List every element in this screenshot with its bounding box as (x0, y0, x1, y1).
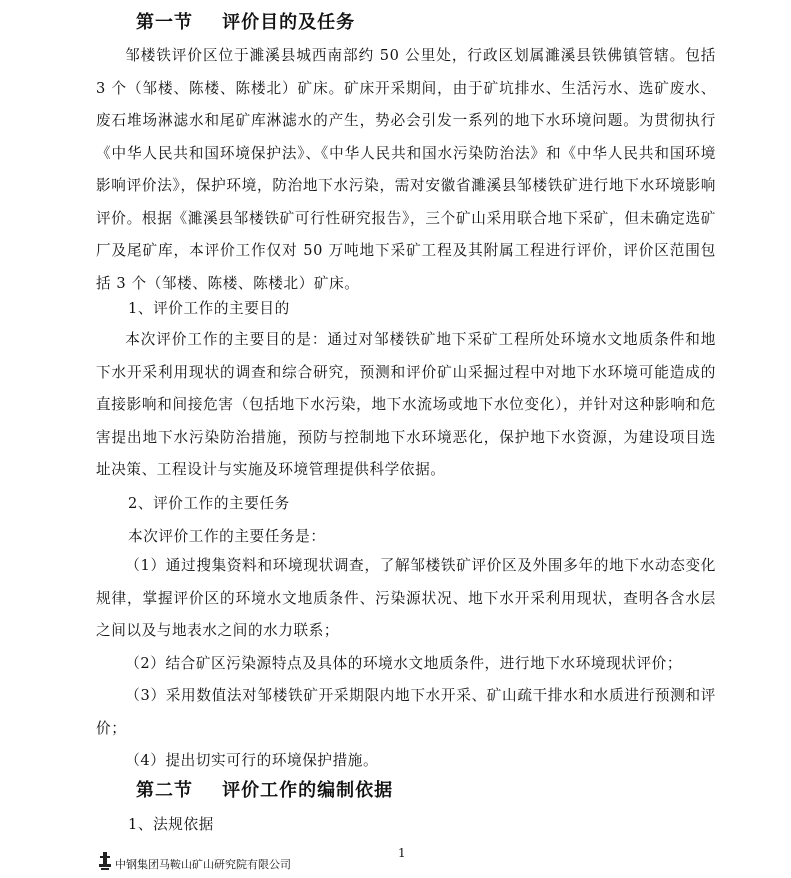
footer-organization: 中钢集团马鞍山矿山研究院有限公司 (115, 858, 291, 871)
section-2-heading: 第二节 评价工作的编制依据 (136, 780, 394, 801)
tasks-lead: 本次评价工作的主要任务是： (128, 528, 326, 545)
intro-paragraph: 邹楼铁评价区位于濉溪县城西南部约 50 公里处，行政区划属濉溪县铁佛镇管辖。包括 3 个（邹楼、陈楼、陈楼北）矿床。矿床开采期间，由于矿坑排水、生活污水、选矿废水、废石堆场淋滤水和尾矿库淋滤水的产生，势必会引发一系列的地下水环境问题。为贯彻执行《中华人民共和国环境保护法》、《中华人民共和国水污染防治法》和《中华人民共和国环境影响评价法》，保护环境，防治地下水污染，需对安徽省濉溪县邹楼铁矿进行地下水环境影响评价。根据《濉溪县邹楼铁矿可行性研究报告》，三个矿山采用联合地下采矿，但未确定选矿厂及尾矿库，本评价工作仅对 50 万吨地下采矿工程及其附属工程进行评价，评价区范围包括 3 个（邹楼、陈楼、陈楼北）矿床。 (96, 47, 716, 292)
subsection-1-title: 1、评价工作的主要目的 (128, 300, 290, 317)
purpose-paragraph: 本次评价工作的主要目的是：通过对邹楼铁矿地下采矿工程所处环境水文地质条件和地下水开采利用现状的调查和综合研究，预测和评价矿山采掘过程中对地下水环境可能造成的直接影响和间接危害（包括地下水污染，地下水流场或地下水位变化），并针对这种影响和危害提出地下水污染防治措施，预防与控制地下水环境恶化，保护地下水资源，为建设项目选址决策、工程设计与实施及环境管理提供科学依据。 (96, 331, 716, 478)
task-item-3: （3）采用数值法对邹楼铁矿开采期限内地下水开采、矿山疏干排水和水质进行预测和评价； (96, 687, 716, 737)
regulations-subtitle: 1、法规依据 (128, 816, 214, 833)
section-1-heading: 第一节 评价目的及任务 (136, 12, 356, 33)
page-number: 1 (398, 846, 406, 860)
task-item-2: （2）结合矿区污染源特点及具体的环境水文地质条件，进行地下水环境现状评价； (125, 655, 683, 672)
subsection-2-title: 2、评价工作的主要任务 (128, 495, 290, 512)
task-item-4: （4）提出切实可行的环境保护措施。 (125, 752, 379, 769)
task-item-1: （1）通过搜集资料和环境现状调查，了解邹楼铁矿评价区及外围多年的地下水动态变化规律，掌握评价区的环境水文地质条件、污染源状况、地下水开采利用现状，查明各含水层之间以及与地表水之间的水力联系； (96, 557, 716, 639)
company-logo-icon (98, 851, 112, 871)
